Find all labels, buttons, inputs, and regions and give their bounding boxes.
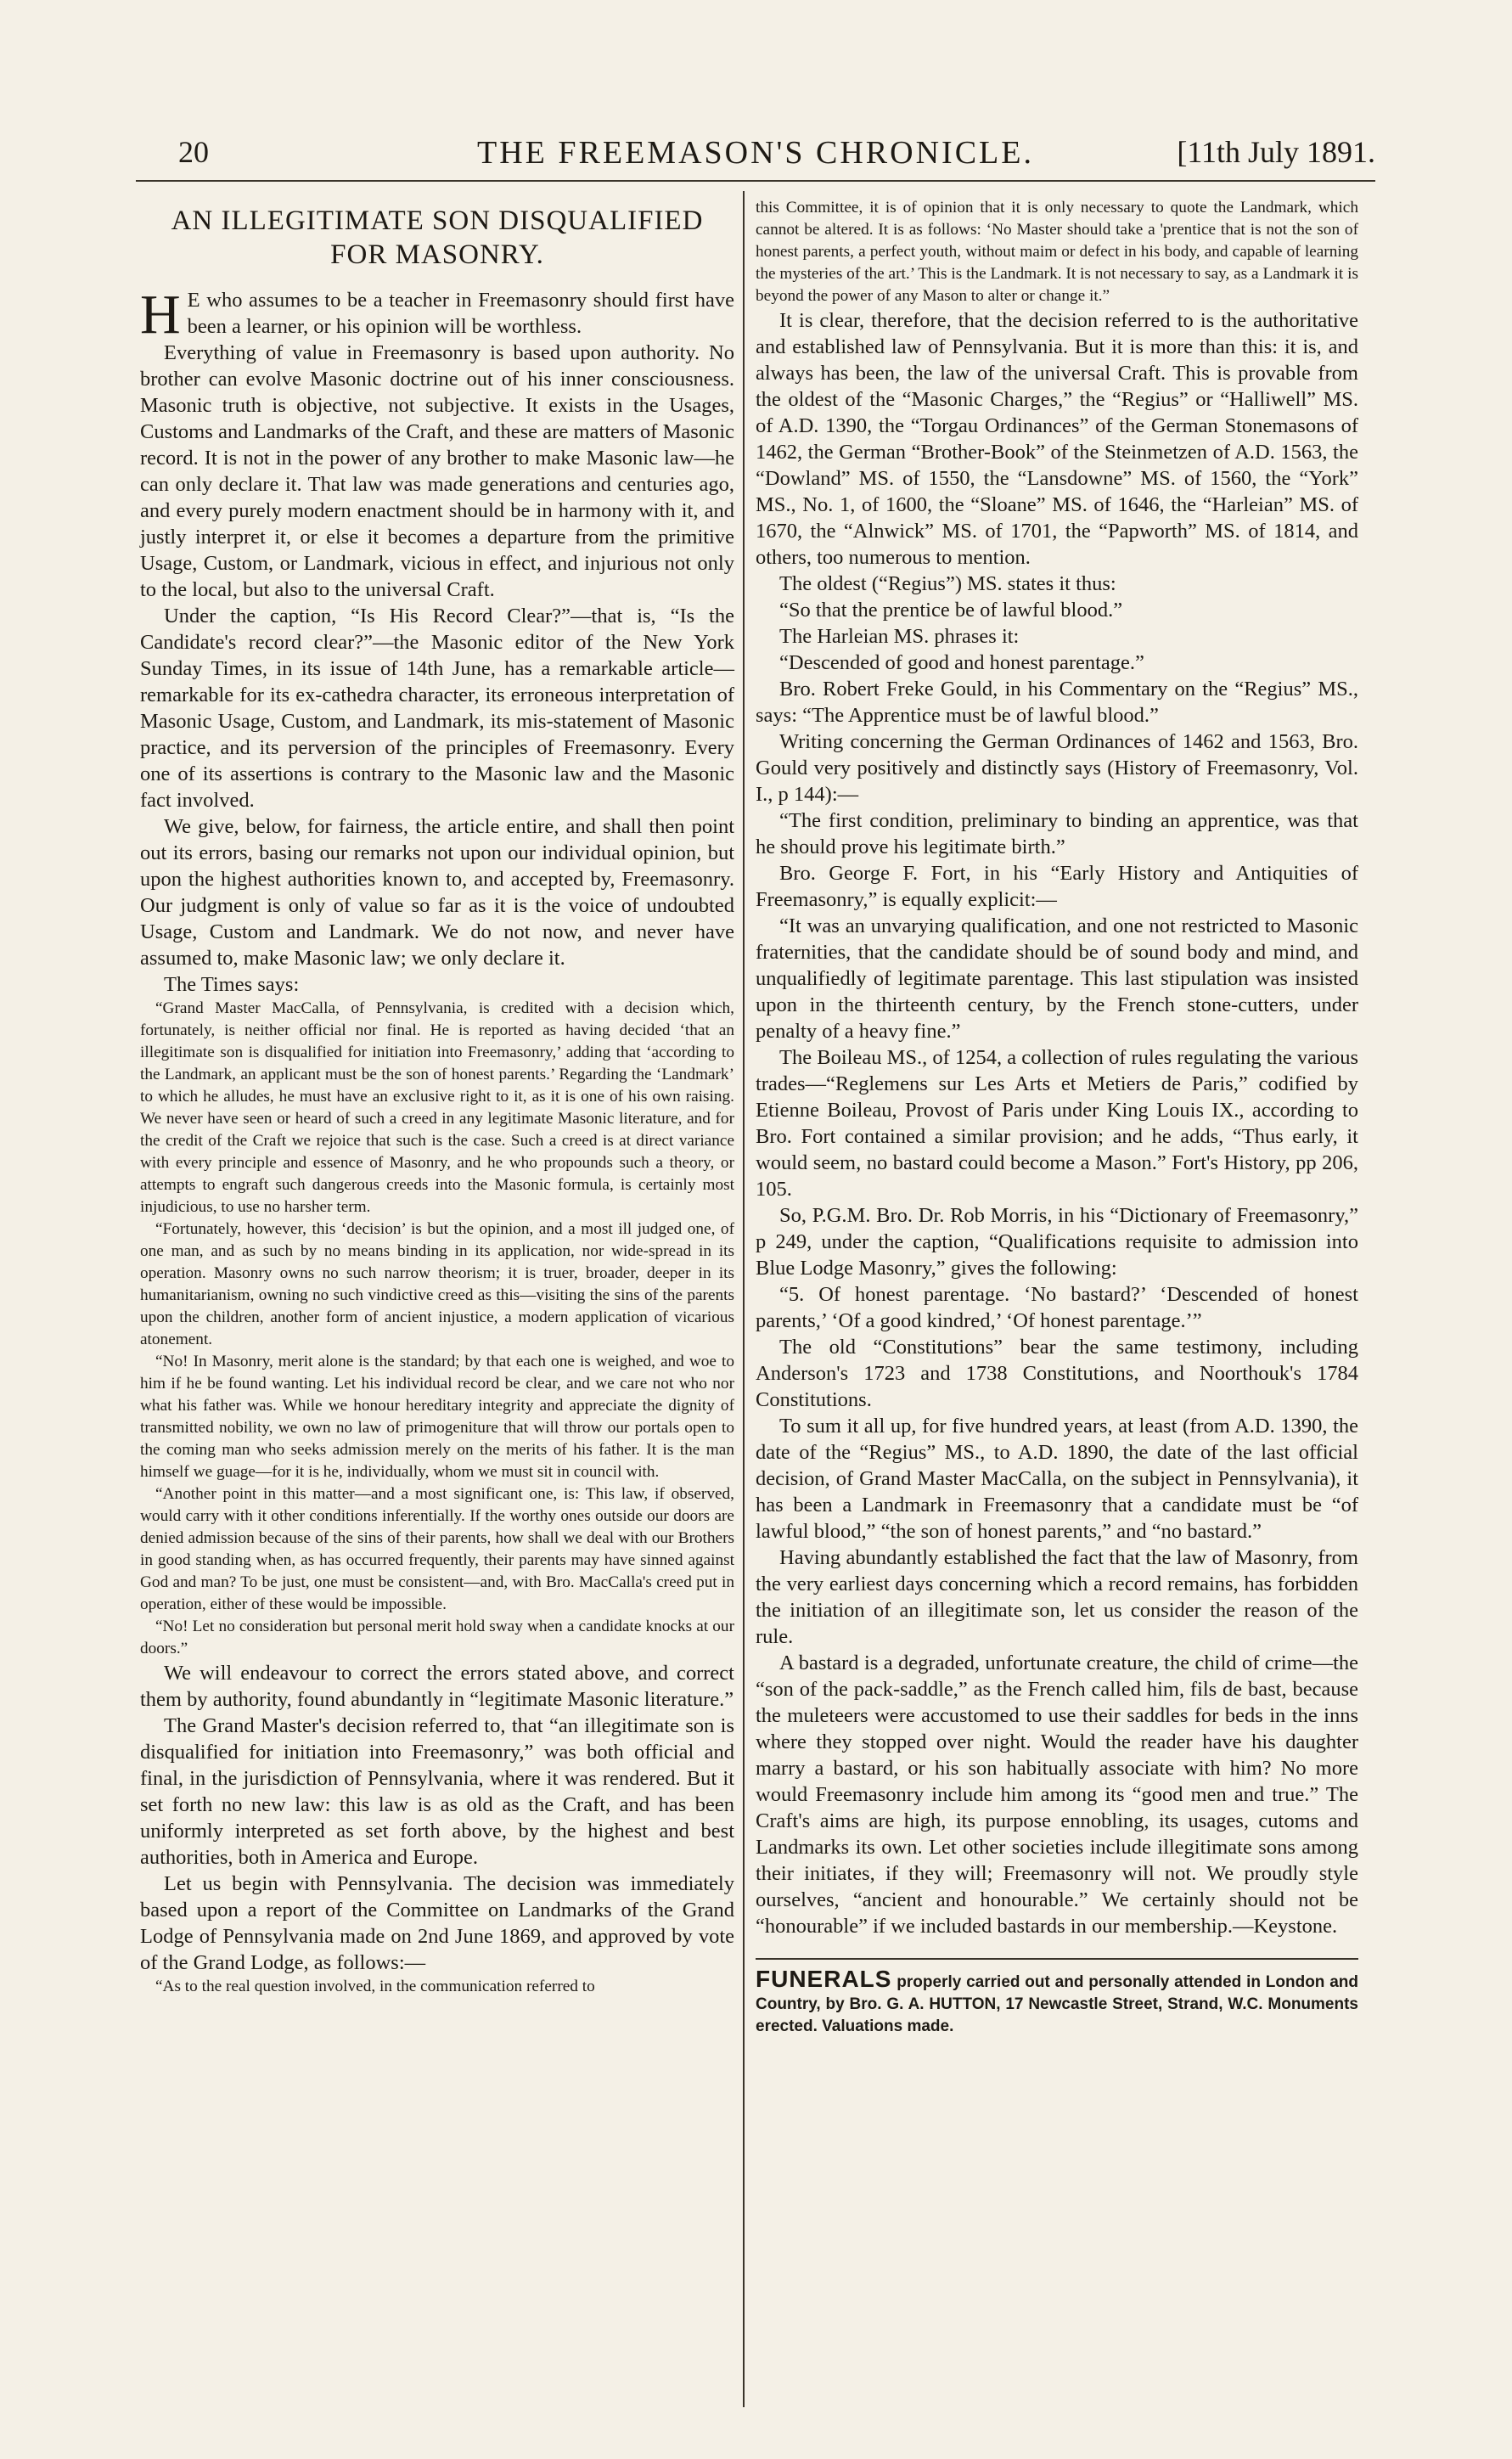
article-title: AN ILLEGITIMATE SON DISQUALIFIED FOR MASONRY. bbox=[171, 205, 704, 270]
quote-paragraph: “Grand Master MacCalla, of Pennsylvania, is credited with a decision which, fortunately, is neither official nor final. He is reported as having decided ‘that an illegitimate son is disqualified for initiation into Freemasonry,’ adding that ‘according to the Landmark, an applicant must be the son of honest parents.’ Regarding the ‘Landmark’ to which he alludes, he must have an exclusive right to it, as it is one of his own raising. We never have seen or heard of such a creed in any legitimate Masonic literature, and for the credit of the Craft we rejoice that such is the case. Such a creed is at direct variance with every principle and essence of Masonry, and he who propounds such a theory, or attempts to engraft such dangerous creeds into the Masonic formula, is certainly most injudicious, to use no harsher term. bbox=[140, 999, 734, 1216]
paragraph: The Boileau MS., of 1254, a collection of rules regulating the various trades—“Reglemens sur Les Arts et Metiers de Paris,” codified by Etienne Boileau, Provost of Paris under King Louis IX., according to Bro. Fort contained a similar provision; and he adds, “Thus early, it would seem, no bastard could become a Mason.” Fort's History, pp 206, 105. bbox=[756, 1046, 1358, 1201]
paragraph: Let us begin with Pennsylvania. The decision was immediately based upon a report of the Committee on Landmarks of the Grand Lodge of Pennsylvania made on 2nd June 1869, and approved by vote of the Grand Lodge, as follows:— bbox=[140, 1872, 734, 1974]
quote-paragraph: “Another point in this matter—and a most significant one, is: This law, if observed, would carry with it other conditions inferentially. If the worthy ones outside our doors are denied admission because of the sins of their parents, how shall we deal with our Brothers in good standing when, as has occurred frequently, their parents may have sinned against God and man? To be just, one must be consistent—and, with Bro. MacCalla's creed put in operation, either of these would be impossible. bbox=[140, 1485, 734, 1613]
quote-paragraph: “Fortunately, however, this ‘decision’ is but the opinion, and a most ill judged one, of one man, and as such by no means binding in its application, nor wide-spread in its operation. Masonry owns no such narrow theorism; it is truer, broader, deeper in its humanitarianism, owning no such vindictive creed as this—visiting the sins of the parents upon the children, another form of ancient injustice, a modern application of vicarious atonement. bbox=[140, 1220, 734, 1348]
issue-date: [11th July 1891. bbox=[1177, 135, 1375, 169]
left-column bbox=[140, 204, 734, 1998]
header-rule bbox=[136, 180, 1375, 182]
paragraph: Everything of value in Freemasonry is based upon authority. No brother can evolve Masonic doctrine out of his inner consciousness. Masonic truth is objective, not subjective. It exists in the Usages, Customs and Landmarks of the Craft, and these are matters of Masonic record. It is not in the power of any brother to make Masonic law—he can only declare it. That law was made generations and centuries ago, and every purely modern enactment should be in harmony with it, and justly interpret it, or else it becomes a departure from the primitive Usage, Custom, or Landmark, vicious in effect, and injurious not only to the local, but also to the universal Craft. bbox=[140, 341, 734, 601]
paragraph: The old “Constitutions” bear the same testimony, including Anderson's 1723 and 1738 Constitutions, and Noorthouk's 1784 Constitutions. bbox=[756, 1336, 1358, 1411]
paragraph: The oldest (“Regius”) MS. states it thus: bbox=[779, 572, 1116, 595]
paragraph: The Grand Master's decision referred to, that “an illegitimate son is disqualified for initiation into Freemasonry,” was both official and final, in the jurisdiction of Pennsylvania, where it was rendered. But it set forth no new law: this law is as old as the Craft, and has been uniformly interpreted as set forth above, by the highest and best authorities, both in America and Europe. bbox=[140, 1714, 734, 1869]
funerals-advertisement bbox=[756, 1958, 1358, 2038]
paragraph: The Harleian MS. phrases it: bbox=[779, 625, 1020, 648]
paragraph-text: E who assumes to be a teacher in Freemasonry should first have been a learner, or his opinion will be worthless. bbox=[187, 289, 734, 338]
paragraph: We will endeavour to correct the errors stated above, and correct them by authority, found abundantly in “legitimate Masonic literature.” bbox=[140, 1662, 734, 1711]
right-column bbox=[756, 197, 1358, 2038]
paragraph: “It was an unvarying qualification, and one not restricted to Masonic fraternities, that the candidate should be of sound body and mind, and unqualifiedly of legitimate parentage. This last stipulation was insisted upon in the thirteenth century, by the French stone-cutters, under penalty of a heavy fine.” bbox=[756, 914, 1358, 1043]
paragraph: Writing concerning the German Ordinances of 1462 and 1563, Bro. Gould very positively and distinctly says (History of Freemasonry, Vol. I., p 144):— bbox=[756, 730, 1358, 806]
paragraph: We give, below, for fairness, the article entire, and shall then point out its errors, basing our remarks not upon our individual opinion, but upon the highest authorities known to, and accepted by, Freemasonry. Our judgment is only of value so far as it is the voice of undoubted Usage, Custom and Landmark. We do not now, and never have assumed to, make Masonic law; we only declare it. bbox=[140, 815, 734, 970]
paragraph: “Descended of good and honest parentage.” bbox=[779, 651, 1144, 674]
funerals-heading: FUNERALS bbox=[756, 1966, 892, 1992]
quote-paragraph: “As to the real question involved, in the communication referred to bbox=[155, 1978, 595, 1995]
paragraph: Having abundantly established the fact that the law of Masonry, from the very earliest days concerning which a record remains, has forbidden the initiation of an illegitimate son, let us consider the reason of the rule. bbox=[756, 1546, 1358, 1648]
quote-paragraph: “No! In Masonry, merit alone is the standard; by that each one is weighed, and woe to him if he be found wanting. Let his individual record be clear, and we care not who nor what his father was. While we honour hereditary integrity and appreciate the dignity of transmitted nobility, we own no law of primogeniture that will throw our portals open to the coming man who seeks admission merely on the merits of his father. It is the man himself we guage—for it is he, individually, whom we must sit in council with. bbox=[140, 1353, 734, 1481]
paragraph: So, P.G.M. Bro. Dr. Rob Morris, in his “Dictionary of Freemasonry,” p 249, under the caption, “Qualifications requisite to admission into Blue Lodge Masonry,” gives the following: bbox=[756, 1204, 1358, 1280]
paragraph: Bro. George F. Fort, in his “Early History and Antiquities of Freemasonry,” is equally explicit:— bbox=[756, 862, 1358, 911]
page-header bbox=[136, 119, 1375, 187]
newspaper-title: THE FREEMASON'S CHRONICLE. bbox=[477, 135, 1034, 171]
column-divider bbox=[743, 191, 745, 2407]
paragraph: “5. Of honest parentage. ‘No bastard?’ ‘Descended of honest parents,’ ‘Of a good kindred,’ ‘Of honest parentage.’” bbox=[756, 1283, 1358, 1332]
paragraph: The Times says: bbox=[164, 973, 300, 996]
paragraph: Under the caption, “Is His Record Clear?”—that is, “Is the Candidate's record clear?”—the Masonic editor of the New York Sunday Times, in its issue of 14th June, has a remarkable article—remarkable for its ex-cathedra character, its erroneous interpretation of Masonic Usage, Custom, and Landmark, its mis-statement of Masonic practice, and its perversion of the principles of Freemasonry. Every one of its assertions is contrary to the Masonic law and the Masonic fact involved. bbox=[140, 605, 734, 812]
paragraph: “The first condition, preliminary to binding an apprentice, was that he should prove his legitimate birth.” bbox=[756, 809, 1358, 858]
page-number: 20 bbox=[178, 135, 209, 169]
paragraph: Bro. Robert Freke Gould, in his Commentary on the “Regius” MS., says: “The Apprentice must be of lawful blood.” bbox=[756, 678, 1358, 727]
paragraph: “So that the prentice be of lawful blood.” bbox=[779, 599, 1123, 622]
quote-paragraph: this Committee, it is of opinion that it is only necessary to quote the Landmark, which cannot be altered. It is as follows: ‘No Master should take a 'prentice that is not the son of honest parents, a perfect youth, without maim or defect in his body, and capable of learning the mysteries of the art.’ This is the Landmark. It is not necessary to say, as a Landmark it is beyond the power of any Mason to alter or change it.” bbox=[756, 199, 1358, 305]
funerals-text: properly carried out and personally attended in London and Country, by Bro. G. A. HUTTON, 17 Newcastle Street, Strand, W.C. Monuments erected. Valuations made. bbox=[756, 1973, 1359, 2035]
paragraph bbox=[140, 284, 734, 346]
quote-paragraph: “No! Let no consideration but personal merit hold sway when a candidate knocks at our doors.” bbox=[140, 1618, 734, 1657]
drop-cap: H bbox=[140, 284, 181, 346]
paragraph: To sum it all up, for five hundred years, at least (from A.D. 1390, the date of the “Regius” MS., to A.D. 1890, the date of the last official decision, of Grand Master MacCalla, on the subject in Pennsylvania), it has been a Landmark in Freemasonry that a candidate must be “of lawful blood,” “the son of honest parents,” and “no bastard.” bbox=[756, 1415, 1358, 1543]
paragraph: It is clear, therefore, that the decision referred to is the authoritative and established law of Pennsylvania. But it is more than this: it is, and always has been, the law of the universal Craft. This is provable from the oldest of the “Masonic Charges,” the “Regius” or “Halliwell” MS. of A.D. 1390, the “Torgau Ordinances” of the German Stonemasons of 1462, the German “Brother-Book” of the Steinmetzen of A.D. 1563, the “Dowland” MS. of 1550, the “Lansdowne” MS. of 1560, the “York” MS., No. 1, of 1600, the “Sloane” MS. of 1646, the “Harleian” MS. of 1670, the “Alnwick” MS. of 1701, the “Papworth” MS. of 1814, and others, too numerous to mention. bbox=[756, 309, 1358, 569]
paragraph: A bastard is a degraded, unfortunate creature, the child of crime—the “son of the pack-saddle,” as the French called him, fils de bast, because the muleteers were accustomed to use their saddles for beds in the inns where they stopped over night. Would the reader have his daughter marry a bastard, or his son habitually associate with him? No more would Freemasonry include him among its “good men and true.” The Craft's aims are high, its purpose ennobling, its usages, cutoms and Landmarks its own. Let other societies include illegitimate sons among their initiates, if they will; Freemasonry will not. We proudly style ourselves, “ancient and honourable.” We certainly should not be “honourable” if we included bastards in our membership.—Keystone. bbox=[756, 1652, 1358, 1938]
